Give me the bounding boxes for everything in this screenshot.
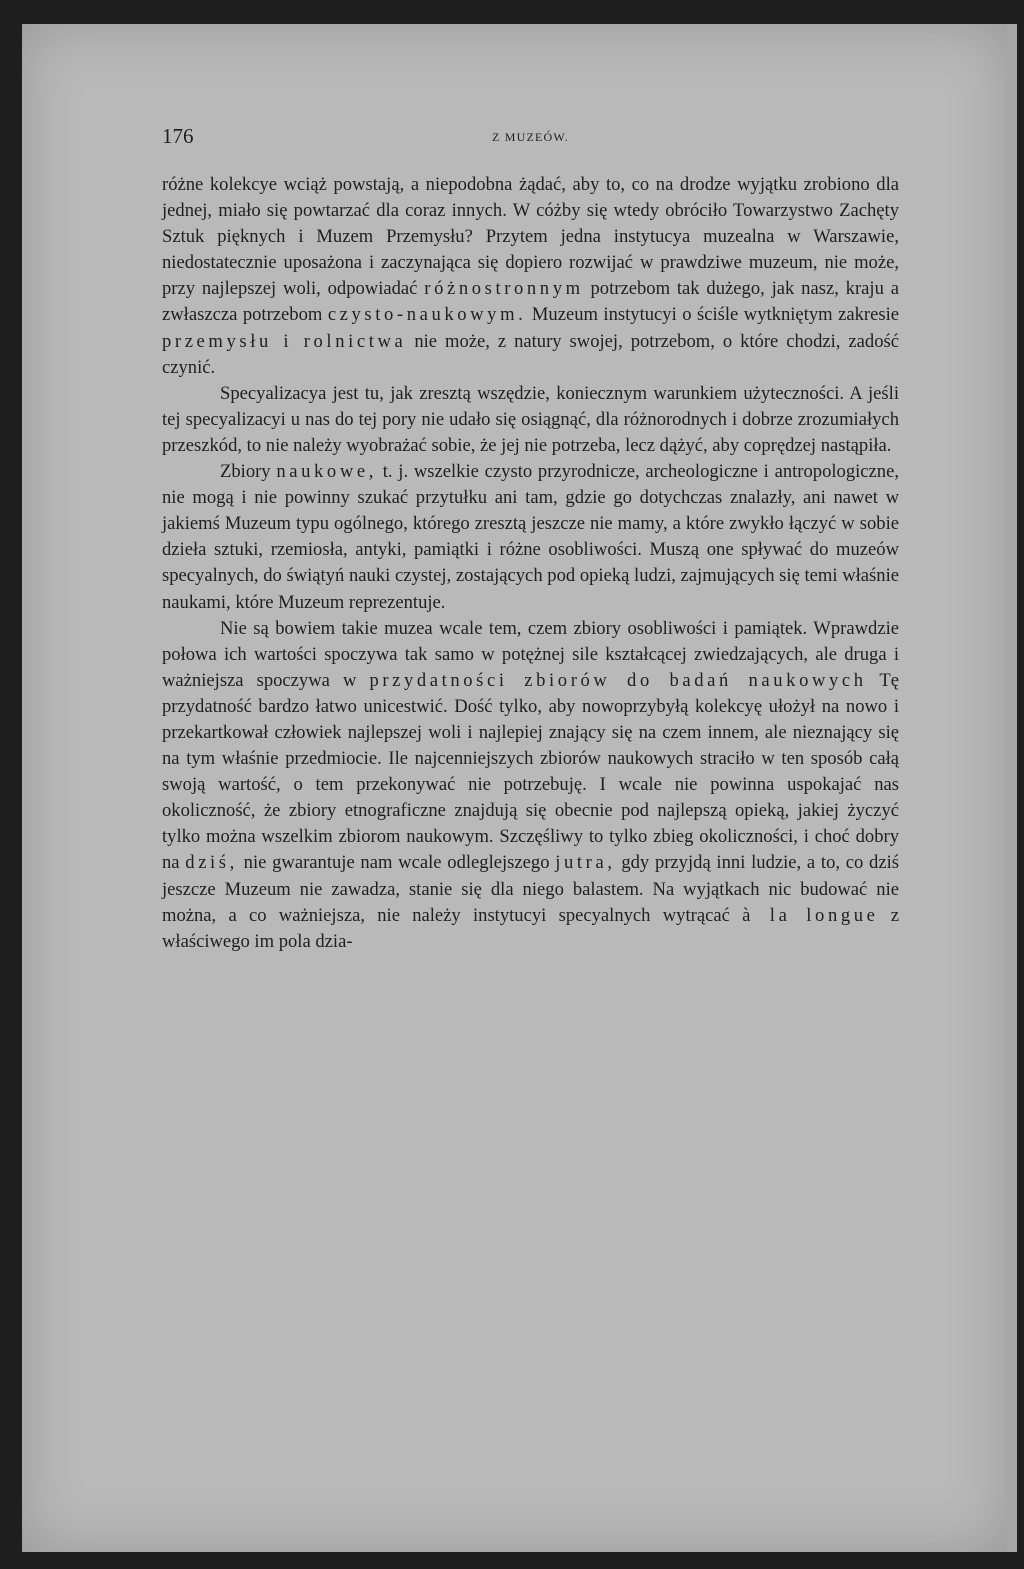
- spaced-emphasis: à la longue: [742, 904, 879, 926]
- text-run: Tę przydatność bardzo łatwo unicestwić. Dość tylko, aby nowoprzybyłą kolekcyę ułożył na nowo i przekartkował człowiek najlepszej woli i najlepiej znający się na czem innem, ale nieznający się na tym właśnie przedmiocie. Ile najcenniejszych zbiorów naukowych straciło w ten sposób całą swoją wartość, o tem przekonywać nie potrzebuję. I wcale nie powinna uspokajać nas okoliczność, że zbiory etnograficzne znajdują się obecnie pod najlepszą opieką, jakiej życzyć tylko można wszelkim zbiorom naukowym. Szczęśliwy to tylko zbieg okoliczności, i choć dobry na: [162, 669, 899, 874]
- text-run: z właściwego im pola dzia-: [162, 904, 899, 952]
- spaced-emphasis: różnostronnym: [424, 278, 584, 300]
- spaced-emphasis: dziś,: [185, 852, 238, 874]
- paragraph-4: [162, 616, 899, 955]
- running-head: Z MUZEÓW.: [491, 130, 570, 144]
- page-number: 176: [162, 124, 194, 148]
- text-run: potrzebom tak dużego, jak nasz, kraju a zwłaszcza potrzebom: [162, 278, 899, 326]
- spaced-emphasis: czysto-naukowym.: [327, 304, 527, 326]
- text-run: różne kolekcye wciąż powstają, a niepodobna żądać, aby to, co na drodze wyjątku zrobiono dla jednej, miało się powtarzać dla coraz innych. W cóżby się wtedy obróciło Towarzystwo Zachęty Sztuk pięknych i Muzem Przemysłu? Przytem jedna instytucya muzealna w Warszawie, niedostatecznie uposażona i zaczynająca się dopiero rozwijać w prawdziwe muzeum, nie może, przy najlepszej woli, odpowiadać: [162, 174, 899, 300]
- text-run: Muzeum instytucyi o ściśle wytkniętym zakresie: [526, 304, 899, 326]
- text-run: nie gwarantuje nam wcale odleglejszego: [237, 852, 556, 874]
- text-run: nie może, z natury swojej, potrzebom, o które chodzi, zadość czynić.: [162, 330, 899, 378]
- spaced-emphasis: jutra,: [555, 852, 616, 874]
- paragraph-1: [162, 172, 899, 381]
- spaced-emphasis: naukowe,: [276, 461, 377, 483]
- page-edge: [1007, 24, 1017, 1552]
- text-run: gdy przyjdą inni ludzie, a to, co dziś jeszcze Muzeum nie zawadza, stanie się dla niego balastem. Na wyjątkach nic budować nie można, a co ważniejsza, nie należy instytucyi specyalnych wytrącać: [162, 852, 899, 926]
- spaced-emphasis: przemysłu i rolnictwa: [162, 330, 407, 352]
- text-run: Zbiory: [220, 461, 277, 483]
- spaced-emphasis: przydatności zbiorów do badań naukowych: [369, 669, 867, 691]
- paragraph-2: Specyalizacya jest tu, jak zresztą wszędzie, koniecznym warunkiem użyteczności. A jeśli tej specyalizacyi u nas do tej pory nie udało się osiągnąć, dla różnorodnych i dobrze zrozumiałych przeszkód, to nie należy wyobrażać sobie, że jej nie potrzeba, lecz dążyć, aby coprędzej nastąpiła.: [162, 382, 899, 456]
- text-run: t. j. wszelkie czysto przyrodnicze, archeologiczne i antropologiczne, nie mogą i nie powinny szukać przytułku ani tam, gdzie go dotychczas znalazły, ani nawet w jakiemś Muzeum typu ogólnego, którego zresztą jeszcze nie mamy, a które zwykło łączyć w sobie dzieła sztuki, rzemiosła, antyki, pamiątki i różne osobliwości. Muszą one spływać do muzeów specyalnych, do świątyń nauki czystej, zostających pod opieką ludzi, zajmujących się temi właśnie naukami, które Muzeum reprezentuje.: [162, 461, 899, 613]
- page-header: [162, 124, 899, 154]
- text-run: Nie są bowiem takie muzea wcale tem, czem zbiory osobliwości i pamiątek. Wprawdzie połowa ich wartości spoczywa tak samo w potężnej sile kształcącej zwiedzających, ale druga i ważniejsza spoczywa w: [162, 617, 899, 691]
- paragraph-3: [162, 459, 899, 616]
- body-text: [162, 172, 899, 955]
